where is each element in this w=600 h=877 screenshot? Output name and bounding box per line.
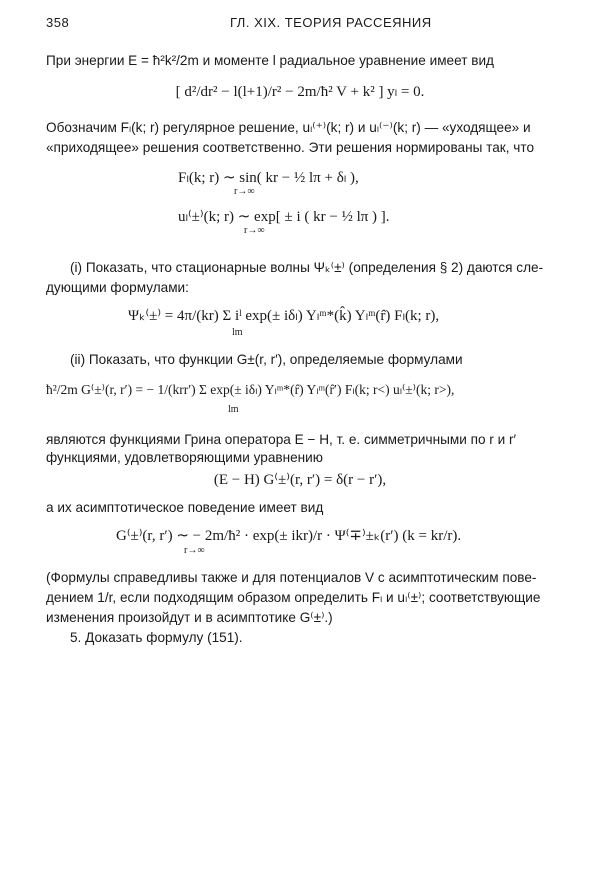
equation-psi: Ψₖ⁽±⁾ = 4π/(kr) Σ iˡ exp(± iδₗ) Yₗᵐ*(k̂) Yₗᵐ(r̂) Fₗ(k; r), (128, 308, 440, 324)
asymptotic-line: а их асимптотическое поведение имеет вид (46, 500, 324, 515)
note-line-3: изменения произойдут и в асимптотике G⁽±⁾.) (46, 610, 333, 625)
equation-green: ħ²/2m G⁽±⁾(r, r′) = − 1/(krr′) Σ exp(± iδₗ) Yₗᵐ*(r̂) Yₗᵐ(r̂′) Fₗ(k; r<) uₗ⁽±⁾(k; r>), (46, 382, 455, 397)
note-line-2: дением 1/r, если подходящим образом определить Fₗ и uₗ⁽±⁾; соответствующие (46, 590, 541, 605)
note-line-1: (Формулы справедливы также и для потенциалов V с асимптотическим пове- (46, 570, 537, 585)
running-title: ГЛ. XIX. ТЕОРИЯ РАССЕЯНИЯ (230, 15, 432, 30)
intro-line: При энергии E = ħ²k²/2m и моменте l радиальное уравнение имеет вид (46, 53, 494, 68)
equation-asymptotic: G⁽±⁾(r, r′) ∼ − 2m/ħ² · exp(± ikr)/r · Ψ⁽∓⁾±ₖ(r′) (k = kr/r). (116, 528, 462, 544)
equation-norm-F-limit: r→∞ (234, 186, 255, 197)
item-ii-line: (ii) Показать, что функции G±(r, r′), определяемые формулами (70, 352, 463, 367)
notation-line-1: Обозначим Fₗ(k; r) регулярное решение, uₗ⁽⁺⁾(k; r) и uₗ⁽⁻⁾(k; r) — «уходящее» и (46, 120, 531, 135)
equation-psi-sum-index: lm (232, 327, 243, 338)
equation-radial: [ d²/dr² − l(l+1)/r² − 2m/ħ² V + k² ] yₗ = 0. (175, 84, 425, 100)
equation-asymptotic-limit: r→∞ (184, 545, 205, 556)
green-line-1: являются функциями Грина оператора E − H, т. е. симметричными по r и r′ (46, 432, 517, 447)
page-number: 358 (46, 15, 70, 30)
item-i-line-2: дующими формулами: (46, 280, 189, 295)
equation-norm-u: uₗ⁽±⁾(k; r) ∼ exp[ ± i ( kr − ½ lπ ) ]. (178, 209, 390, 225)
notation-line-2: «приходящее» решения соответственно. Эти решения нормированы так, что (46, 140, 535, 155)
equation-delta: (E − H) G⁽±⁾(r, r′) = δ(r − r′), (213, 472, 387, 488)
equation-norm-F: Fₗ(k; r) ∼ sin( kr − ½ lπ + δₗ ), (178, 170, 359, 186)
equation-green-sum-index: lm (228, 404, 239, 415)
equation-norm-u-limit: r→∞ (244, 225, 265, 236)
green-line-2: функциями, удовлетворяющими уравнению (46, 450, 323, 465)
item-i-line-1: (i) Показать, что стационарные волны Ψₖ⁽±⁾ (определения § 2) даются сле- (70, 260, 544, 275)
problem-5: 5. Доказать формулу (151). (70, 630, 243, 645)
